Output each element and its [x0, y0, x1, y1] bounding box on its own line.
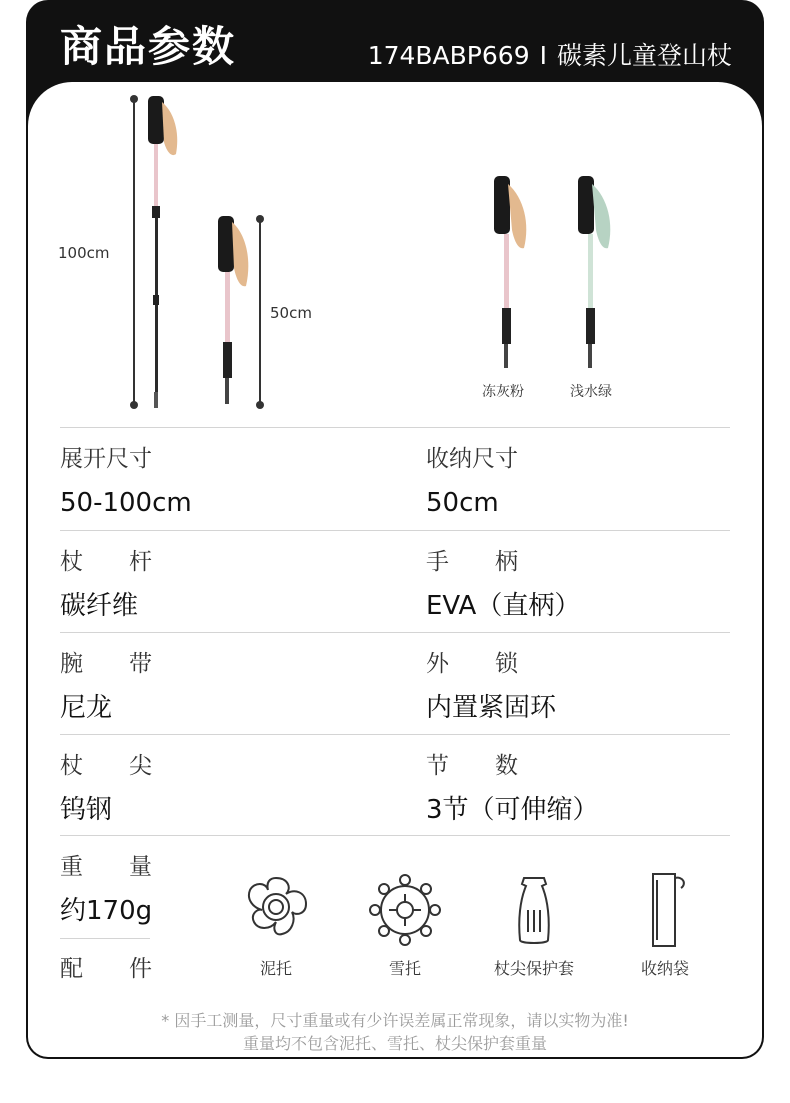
spec-label: 收纳尺寸	[426, 446, 518, 472]
spec-label: 外 锁	[426, 651, 518, 677]
snow-basket-icon	[365, 870, 445, 950]
spec-value: 钨钢	[60, 795, 113, 825]
accessory-name: 雪托	[388, 959, 421, 978]
color-name-pink: 冻灰粉	[482, 384, 524, 400]
spec-row	[60, 531, 730, 633]
spec-value: 3节（可伸缩）	[426, 795, 599, 825]
spec-value: EVA（直柄）	[426, 591, 581, 621]
weight-value: 约170g	[60, 896, 153, 926]
weight-label: 重 量	[60, 854, 152, 880]
pole-collapsed	[218, 216, 248, 404]
model-code: 174BABP669	[367, 41, 530, 70]
storage-bag-icon	[625, 870, 705, 950]
spec-row	[60, 735, 730, 837]
mud-basket-icon	[236, 870, 316, 950]
spec-label: 杖 杆	[60, 549, 152, 575]
model-separator: I	[539, 41, 547, 70]
spec-value: 50cm	[426, 488, 499, 518]
product-illustration	[58, 92, 738, 422]
extended-dimension-line	[130, 95, 138, 409]
accessory-item	[226, 870, 326, 979]
product-name: 碳素儿童登山杖	[556, 41, 732, 70]
accessory-item	[355, 870, 455, 979]
accessories-label: 配 件	[60, 956, 152, 982]
pole-color-pink	[494, 176, 526, 368]
spec-label: 杖 尖	[60, 753, 152, 779]
model-info	[368, 36, 732, 72]
pole-extended	[148, 96, 177, 408]
accessory-name: 泥托	[259, 959, 292, 978]
disclaimer-line-1: * 因手工测量，尺寸重量或有少许误差属正常现象，请以实物为准!	[161, 1011, 629, 1030]
pole-color-green	[578, 176, 610, 368]
spec-row	[60, 633, 730, 735]
accessory-item	[484, 870, 584, 979]
weight-divider	[60, 938, 150, 939]
spec-value: 50-100cm	[60, 488, 192, 518]
spec-value: 内置紧固环	[426, 693, 557, 723]
color-name-green: 浅水绿	[570, 384, 612, 400]
spec-label: 手 柄	[426, 549, 518, 575]
spec-label: 节 数	[426, 753, 518, 779]
accessory-item	[615, 870, 715, 979]
accessory-name: 收纳袋	[640, 959, 689, 978]
tip-protector-icon	[494, 870, 574, 950]
disclaimer-line-2: 重量均不包含泥托、雪托、杖尖保护套重量	[242, 1034, 547, 1053]
collapsed-length-label: 50cm	[270, 304, 312, 322]
collapsed-dimension-line	[256, 215, 264, 409]
extended-length-label: 100cm	[58, 244, 110, 262]
spec-row	[60, 428, 730, 530]
spec-label: 展开尺寸	[60, 446, 152, 472]
accessory-name: 杖尖保护套	[493, 959, 574, 978]
spec-value: 尼龙	[60, 693, 113, 723]
spec-label: 腕 带	[60, 651, 152, 677]
page-title: 商品参数	[60, 22, 237, 71]
spec-value: 碳纤维	[60, 591, 139, 621]
